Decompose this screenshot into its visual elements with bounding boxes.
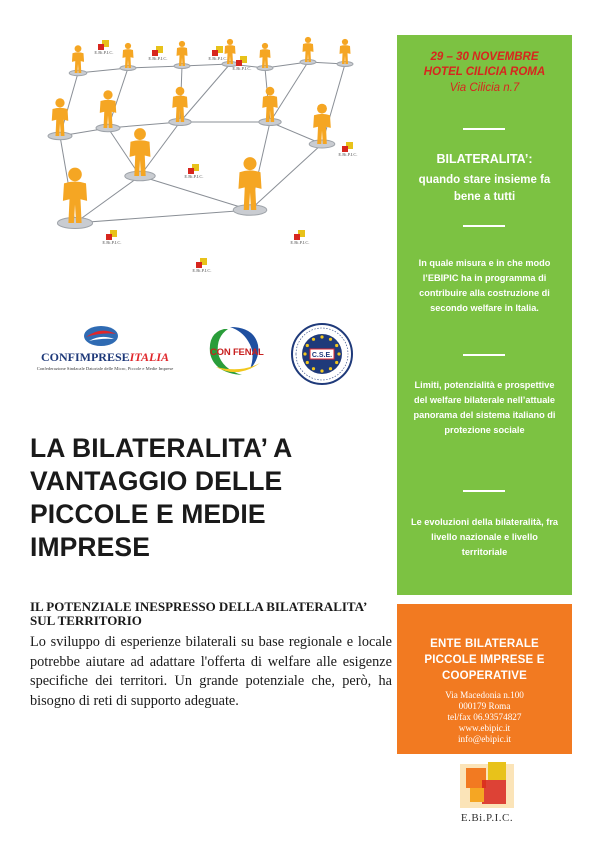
ebipic-logo-text: E.Bi.P.I.C. (460, 812, 514, 824)
network-link (75, 210, 250, 223)
svg-text:E.Bi.P.I.C.: E.Bi.P.I.C. (232, 66, 252, 71)
divider (463, 225, 505, 227)
svg-text:C.S.E.: C.S.E. (311, 352, 333, 359)
event-address: Via Cilicia n.7 (449, 82, 520, 94)
person-figure (120, 43, 136, 71)
confimprese-italia-logo (35, 322, 175, 378)
network-link (140, 176, 250, 210)
organization-city: 000179 Roma (458, 701, 511, 711)
confimprese-name: CONFIMPRESEITALIA (40, 350, 170, 364)
ebipic-mark-icon (452, 758, 522, 810)
person-figure (337, 39, 353, 67)
person-figure (259, 87, 281, 126)
sidebar-paragraph: Le evoluzioni della bilateralità, fra livello nazionale e livello territoriale (410, 517, 559, 557)
svg-text:E.Bi.P.I.C.: E.Bi.P.I.C. (290, 240, 310, 245)
person-figure (125, 128, 155, 181)
confenal-text: CON FENAL (210, 347, 264, 358)
svg-text:E.Bi.P.I.C.: E.Bi.P.I.C. (102, 240, 122, 245)
body-paragraph: Lo sviluppo di esperienze bilaterali su base regionale e locale potrebbe aiutare ad adattare l'offerta di welfare alle esigenze specifiche dei territori. Un grande potenziale che, però, ha bisogno di reti di supporto adeguate. (30, 634, 392, 709)
ebipic-mini-logo (192, 258, 211, 273)
ebipic-mini-logo (94, 40, 113, 55)
person-figure (257, 43, 273, 71)
sidebar-title: BILATERALITA’: (436, 152, 533, 166)
organization-address: Via Macedonia n.100 (445, 690, 524, 700)
ebipic-mini-logo (290, 230, 309, 245)
person-figure (233, 157, 267, 215)
event-hotel: HOTEL CILICIA ROMA (423, 66, 546, 78)
divider (463, 490, 505, 492)
person-figure (69, 45, 87, 75)
sidebar-paragraph: In quale misura e in che modo l’EBIPIC ha in programma di contribuire alla costruzione di secondo welfare in Italia. (418, 258, 551, 313)
svg-text:E.Bi.P.I.C.: E.Bi.P.I.C. (184, 174, 204, 179)
divider (463, 354, 505, 356)
cse-logo (290, 322, 354, 386)
svg-text:E.Bi.P.I.C.: E.Bi.P.I.C. (94, 50, 114, 55)
ebipic-logo (452, 758, 522, 830)
svg-text:E.Bi.P.I.C.: E.Bi.P.I.C. (192, 268, 212, 273)
organization-box (397, 604, 572, 754)
event-date: 29 – 30 NOVEMBRE (430, 51, 539, 63)
ebipic-mini-logo (102, 230, 121, 245)
organization-email[interactable]: info@ebipic.it (457, 734, 512, 744)
ebipic-mini-logo (184, 164, 203, 179)
sidebar-paragraph: Limiti, potenzialità e prospettive del welfare bilaterale nell’attuale panorama del sistema italiano di protezione sociale (413, 380, 556, 435)
svg-text:E.Bi.P.I.C.: E.Bi.P.I.C. (208, 56, 228, 61)
sidebar-subtitle: quando stare insieme fa bene a tutti (418, 174, 551, 203)
person-figure (48, 98, 72, 140)
network-link (180, 64, 230, 122)
person-figure (300, 37, 316, 65)
main-headline: LA BILATERALITA’ A VANTAGGIO DELLE PICCOLE E MEDIE IMPRESE (30, 433, 292, 562)
organization-website[interactable]: www.ebipic.it (458, 723, 511, 733)
ebipic-mini-logo (148, 46, 167, 61)
network-illustration (40, 18, 370, 290)
organization-phone: tel/fax 06.93574827 (447, 712, 522, 722)
person-figure (222, 39, 238, 67)
person-figure (174, 41, 190, 69)
svg-text:E.Bi.P.I.C.: E.Bi.P.I.C. (338, 152, 358, 157)
organization-contacts (397, 690, 572, 745)
divider (463, 128, 505, 130)
person-figure (57, 168, 92, 229)
confenal-logo (202, 323, 266, 379)
network-link (270, 62, 308, 122)
ebipic-mini-logo (338, 142, 357, 157)
organization-name: ENTE BILATERALE PICCOLE IMPRESE E COOPERATIVE (424, 638, 545, 682)
confimprese-tagline: Confederazione Sindacale Datoriale delle Micro, Piccole e Medie Imprese (36, 366, 174, 371)
section-subheading: IL POTENZIALE INESPRESSO DELLA BILATERALITA’ SUL TERRITORIO (30, 599, 367, 628)
confimprese-mark-icon (83, 324, 119, 348)
person-figure (169, 87, 191, 126)
svg-text:E.Bi.P.I.C.: E.Bi.P.I.C. (148, 56, 168, 61)
event-sidebar (397, 35, 572, 595)
person-figure (309, 104, 335, 148)
person-figure (96, 90, 120, 132)
